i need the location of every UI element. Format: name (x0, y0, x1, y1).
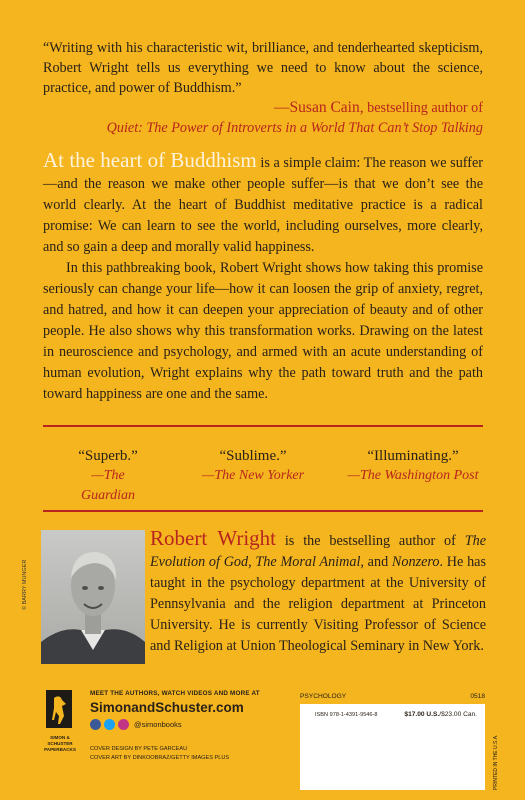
press-quote-source: —The New Yorker (201, 468, 305, 483)
press-quote-source: —The Guardian (81, 468, 135, 503)
sower-logo-icon (44, 690, 76, 728)
author-name: Robert Wright (150, 526, 276, 550)
bio-sep-2: , and (360, 554, 392, 570)
description-paragraph-1 (43, 150, 483, 258)
book-description (43, 150, 483, 405)
bio-book-2: The Moral Animal (255, 554, 361, 570)
bio-text-2: . He has taught in the psychology department at the University of Pennsylvania and the religion department at Princeton University. He is currently Visiting Professor of Science and Religion at Union Theological Seminary in New York. (150, 554, 486, 654)
press-quote-3 (343, 446, 483, 486)
price-us: $17.00 U.S. (404, 711, 440, 718)
description-lead: At the heart of Buddhism (43, 148, 257, 172)
publisher-logo (44, 690, 76, 750)
press-quote-1 (63, 446, 153, 506)
photo-credit: © BARRY MUNGER (22, 559, 28, 610)
social-handle: @simonbooks (134, 720, 182, 729)
description-paragraph-2: In this pathbreaking book, Robert Wright shows how taking this promise seriously can change your life—how it can loosen the grip of anxiety, regret, and hatred, and how it can deepen your appreciation of beauty and of other people. He also shows why this transformation works. Drawing on the latest in neuroscience and psychology, and armed with an acute understanding of human evolution, Wright explains why the path toward truth and the path toward happiness are one and the same. (43, 260, 483, 402)
press-quote-text: “Illuminating.” (367, 448, 459, 464)
printed-in-usa: PRINTED IN THE U.S.A. (493, 734, 499, 790)
divider-bottom (43, 510, 483, 512)
blurb-attribution-name: —Susan Cain, (274, 99, 364, 116)
price-text (404, 711, 477, 718)
twitter-icon[interactable] (104, 719, 115, 730)
publisher-line-2: SCHUSTER (47, 741, 73, 746)
category-label: PSYCHOLOGY (300, 693, 347, 700)
description-para1-text: is a simple claim: The reason we suffer—and the reason we make other people suffer—is that we don’t see the world clearly. At the heart of Buddhist meditative practice is a radical promise: We can learn to see the world, including ourselves, more clearly, and so gain a deep and morally valid happiness. (43, 155, 484, 255)
date-code: 0518 (470, 693, 485, 700)
press-quote-text: “Sublime.” (219, 448, 287, 464)
facebook-icon[interactable] (90, 719, 101, 730)
blurb-quote: “Writing with his characteristic wit, brilliance, and tenderhearted skepticism, Robert Wright tells us everything we need to know about the science, practice, and power of Buddhism.” (43, 40, 483, 96)
cover-design-credit: COVER DESIGN BY PETE GARCEAU (90, 746, 188, 752)
divider-top (43, 425, 483, 427)
bio-sep-1: , (248, 554, 256, 570)
barcode-area (300, 693, 485, 791)
press-quote-source: —The Washington Post (347, 468, 479, 483)
blurb-attribution (43, 98, 483, 118)
author-photo (41, 530, 145, 664)
meet-authors-text: MEET THE AUTHORS, WATCH VIDEOS AND MORE AT (90, 690, 260, 697)
bio-text-1: is the bestselling author of (276, 533, 465, 549)
publisher-line-3: PAPERBACKS (44, 747, 76, 752)
social-links (90, 719, 290, 730)
bio-book-3: Nonzero (391, 554, 440, 570)
publisher-line-1: SIMON & (50, 735, 70, 740)
top-blurb (43, 38, 483, 138)
press-quote-2 (193, 446, 313, 486)
publisher-name (44, 735, 76, 753)
footer-info (90, 690, 290, 763)
bio-book-1: The Evolution of God (150, 533, 487, 570)
cover-art-credit: COVER ART BY DINKOOBRAZ/GETTY IMAGES PLUS (90, 755, 230, 761)
price-can: /$23.00 Can. (439, 711, 477, 718)
isbn-text: ISBN 978-1-4391-9546-8 (315, 712, 378, 718)
barcode-panel (300, 704, 485, 790)
instagram-icon[interactable] (118, 719, 129, 730)
publisher-url[interactable]: SimonandSchuster.com (90, 700, 244, 715)
press-quote-text: “Superb.” (78, 448, 138, 464)
blurb-book-title: Quiet: The Power of Introverts in a World That Can’t Stop Talking (106, 120, 483, 136)
author-portrait-icon (41, 530, 145, 664)
press-quotes (43, 446, 483, 503)
blurb-attribution-role: bestselling author of (363, 100, 483, 116)
author-bio (150, 528, 486, 657)
cover-credits (90, 745, 290, 763)
